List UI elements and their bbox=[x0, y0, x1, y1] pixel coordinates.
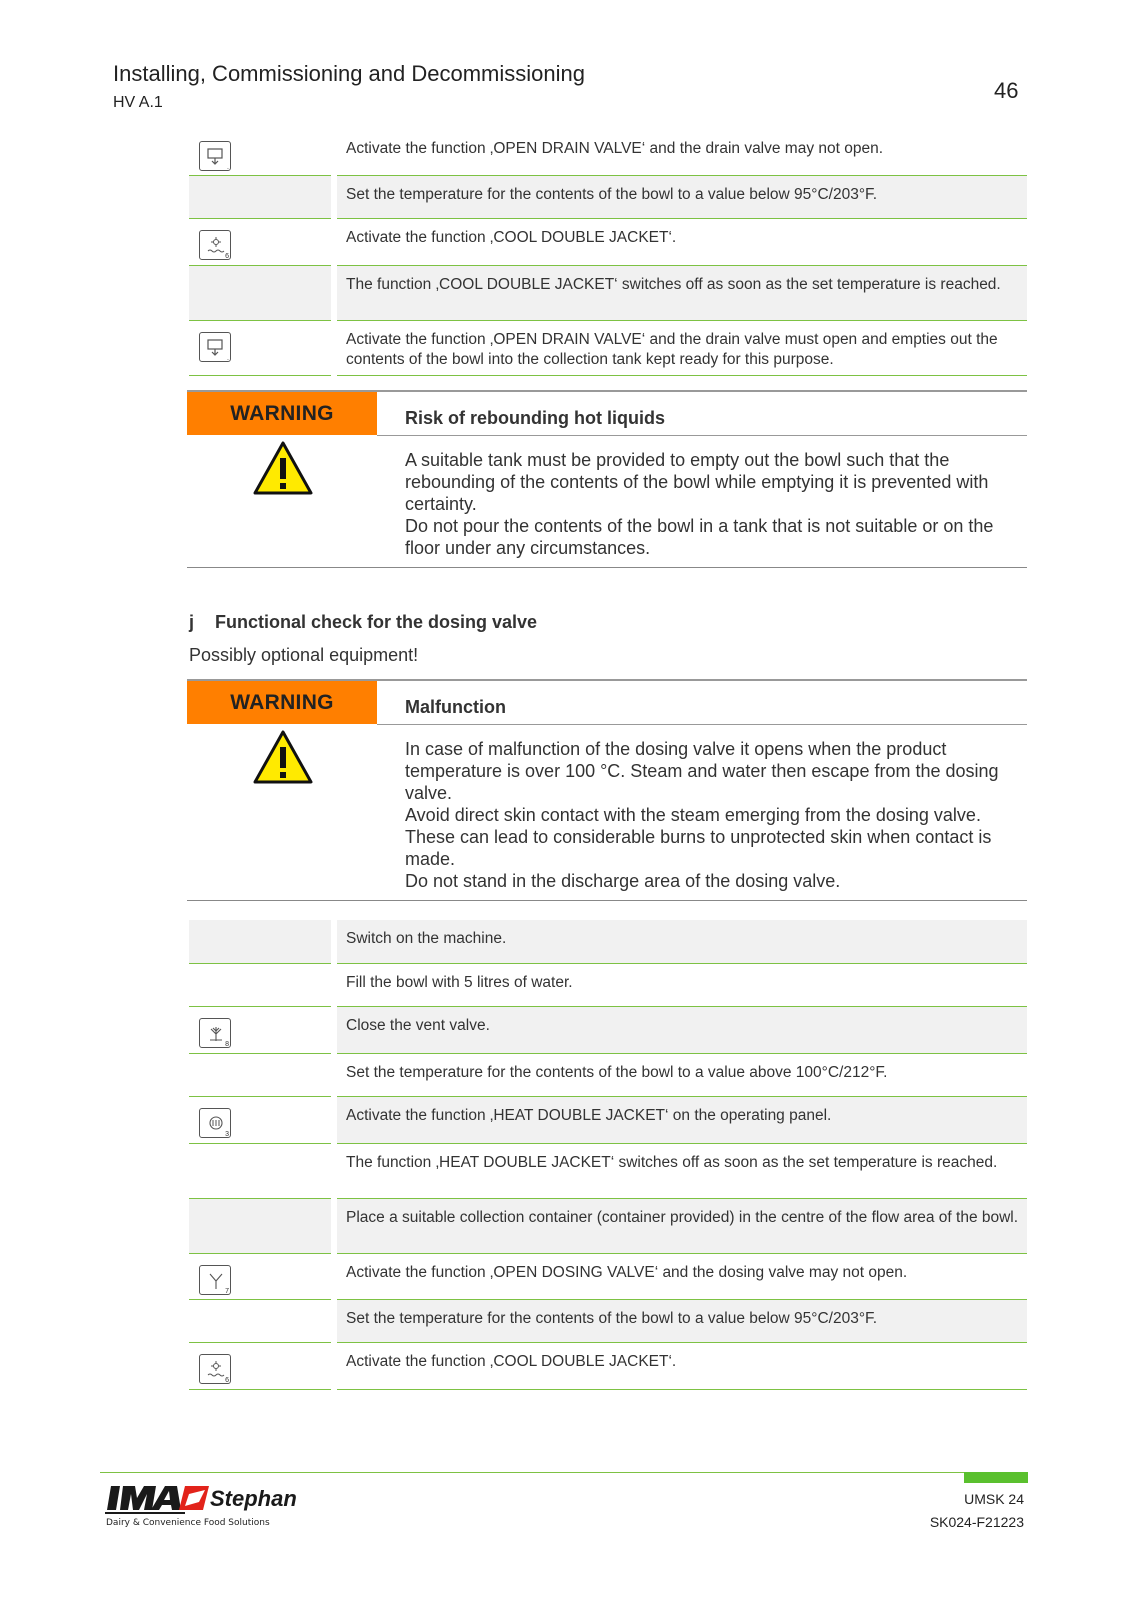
icon-number: . bbox=[227, 164, 229, 171]
divider bbox=[377, 724, 1027, 725]
icon-number: 6 bbox=[225, 253, 229, 260]
heat-jacket-icon bbox=[199, 1108, 231, 1138]
warning-triangle-icon bbox=[252, 729, 314, 785]
step-icon-cell bbox=[189, 176, 331, 219]
step-icon-cell bbox=[189, 1054, 331, 1097]
warning-body bbox=[405, 738, 1015, 892]
warning-badge: WARNING bbox=[187, 392, 377, 435]
step-icon-cell bbox=[189, 219, 331, 266]
step-text: Activate the function ‚HEAT DOUBLE JACKET‘ on the operating panel. bbox=[337, 1097, 1027, 1144]
vent-valve-icon bbox=[199, 1018, 231, 1048]
step-text: Set the temperature for the contents of the bowl to a value below 95°C/203°F. bbox=[337, 1300, 1027, 1343]
logo-tagline: Dairy & Convenience Food Solutions bbox=[106, 1518, 270, 1528]
step-icon-cell bbox=[189, 920, 331, 964]
step-icon-cell bbox=[189, 1254, 331, 1300]
icon-number: 3 bbox=[225, 1131, 229, 1138]
warning-paragraph: Do not pour the contents of the bowl in a tank that is not suitable or on the floor under any circumstances. bbox=[405, 516, 994, 558]
step-row bbox=[189, 321, 1027, 376]
cool-jacket-icon bbox=[199, 1354, 231, 1384]
warning-title: Risk of rebounding hot liquids bbox=[405, 408, 665, 428]
step-row bbox=[189, 130, 1027, 176]
warning-paragraph: Avoid direct skin contact with the steam emerging from the dosing valve. These can lead to considerable burns to unprotected skin when contact is made. bbox=[405, 805, 992, 869]
warning-box bbox=[187, 679, 1027, 903]
dosing-valve-icon bbox=[199, 1265, 231, 1295]
step-icon-cell bbox=[189, 1097, 331, 1144]
divider bbox=[377, 435, 1027, 436]
step-icon-cell bbox=[189, 964, 331, 1007]
svg-text:Stephan: Stephan bbox=[210, 1486, 297, 1511]
step-text: Place a suitable collection container (container provided) in the centre of the flow area of the bowl. bbox=[337, 1199, 1027, 1254]
document-code: UMSK 24 bbox=[964, 1491, 1024, 1507]
step-text: Set the temperature for the contents of the bowl to a value below 95°C/203°F. bbox=[337, 176, 1027, 219]
warning-box bbox=[187, 390, 1027, 570]
warning-triangle-icon bbox=[252, 440, 314, 496]
step-row bbox=[189, 1097, 1027, 1144]
step-text: Set the temperature for the contents of the bowl to a value above 100°C/212°F. bbox=[337, 1054, 1027, 1097]
warning-body bbox=[405, 449, 1015, 559]
drain-valve-icon bbox=[199, 332, 231, 362]
warning-paragraph: In case of malfunction of the dosing valve it opens when the product temperature is over 100 °C. Steam and water then escape from the dosing valve. bbox=[405, 739, 999, 803]
icon-number: . bbox=[227, 355, 229, 362]
divider bbox=[187, 567, 1027, 568]
warning-badge: WARNING bbox=[187, 681, 377, 724]
footer-accent-bar bbox=[964, 1472, 1028, 1483]
steps-table-top bbox=[189, 130, 1027, 376]
step-row bbox=[189, 1199, 1027, 1254]
step-row bbox=[189, 1007, 1027, 1054]
step-text: Activate the function ‚COOL DOUBLE JACKET‘. bbox=[337, 1343, 1027, 1390]
step-row bbox=[189, 1054, 1027, 1097]
step-icon-cell bbox=[189, 1199, 331, 1254]
step-row bbox=[189, 1254, 1027, 1300]
warning-paragraph: Do not stand in the discharge area of the dosing valve. bbox=[405, 871, 841, 891]
document-id: SK024-F21223 bbox=[929, 1514, 1024, 1530]
cool-jacket-icon bbox=[199, 230, 231, 260]
step-row bbox=[189, 1144, 1027, 1199]
footer-divider bbox=[100, 1472, 1028, 1473]
drain-valve-icon bbox=[199, 141, 231, 171]
step-text: Activate the function ‚COOL DOUBLE JACKET‘. bbox=[337, 219, 1027, 266]
step-icon-cell bbox=[189, 1300, 331, 1343]
steps-table-bottom bbox=[189, 920, 1027, 1390]
ima-stephan-logo bbox=[105, 1482, 297, 1516]
step-row bbox=[189, 1300, 1027, 1343]
page-number: 46 bbox=[994, 78, 1019, 103]
step-text: Activate the function ‚OPEN DRAIN VALVE‘ and the drain valve must open and empties out the contents of the bowl into the collection tank kept ready for this purpose. bbox=[337, 321, 1027, 376]
warning-title: Malfunction bbox=[405, 697, 506, 717]
step-icon-cell bbox=[189, 1007, 331, 1054]
step-icon-cell bbox=[189, 1144, 331, 1199]
page-title: Installing, Commissioning and Decommissioning bbox=[113, 61, 585, 86]
step-row bbox=[189, 964, 1027, 1007]
step-text: Activate the function ‚OPEN DRAIN VALVE‘ and the drain valve may not open. bbox=[337, 130, 1027, 176]
icon-number: 8 bbox=[225, 1041, 229, 1048]
step-row bbox=[189, 1343, 1027, 1390]
step-icon-cell bbox=[189, 130, 331, 176]
section-heading bbox=[189, 612, 537, 633]
icon-number: 7 bbox=[225, 1288, 229, 1295]
warning-paragraph: A suitable tank must be provided to empty out the bowl such that the rebounding of the contents of the bowl while emptying it is prevented with certainty. bbox=[405, 450, 989, 514]
step-row bbox=[189, 266, 1027, 321]
step-text: Close the vent valve. bbox=[337, 1007, 1027, 1054]
step-text: The function ‚COOL DOUBLE JACKET‘ switches off as soon as the set temperature is reached. bbox=[337, 266, 1027, 321]
step-icon-cell bbox=[189, 1343, 331, 1390]
section-title: Functional check for the dosing valve bbox=[215, 612, 538, 632]
step-icon-cell bbox=[189, 266, 331, 321]
step-text: Activate the function ‚OPEN DOSING VALVE‘ and the dosing valve may not open. bbox=[337, 1254, 1027, 1300]
step-row bbox=[189, 176, 1027, 219]
icon-number: 6 bbox=[225, 1377, 229, 1384]
step-text: Switch on the machine. bbox=[337, 920, 1027, 964]
section-letter: j bbox=[189, 612, 195, 632]
step-row bbox=[189, 920, 1027, 964]
step-icon-cell bbox=[189, 321, 331, 376]
divider bbox=[187, 900, 1027, 901]
step-text: The function ‚HEAT DOUBLE JACKET‘ switches off as soon as the set temperature is reached. bbox=[337, 1144, 1027, 1199]
step-row bbox=[189, 219, 1027, 266]
page-subtitle: HV A.1 bbox=[113, 94, 163, 111]
step-text: Fill the bowl with 5 litres of water. bbox=[337, 964, 1027, 1007]
section-note: Possibly optional equipment! bbox=[189, 645, 419, 665]
